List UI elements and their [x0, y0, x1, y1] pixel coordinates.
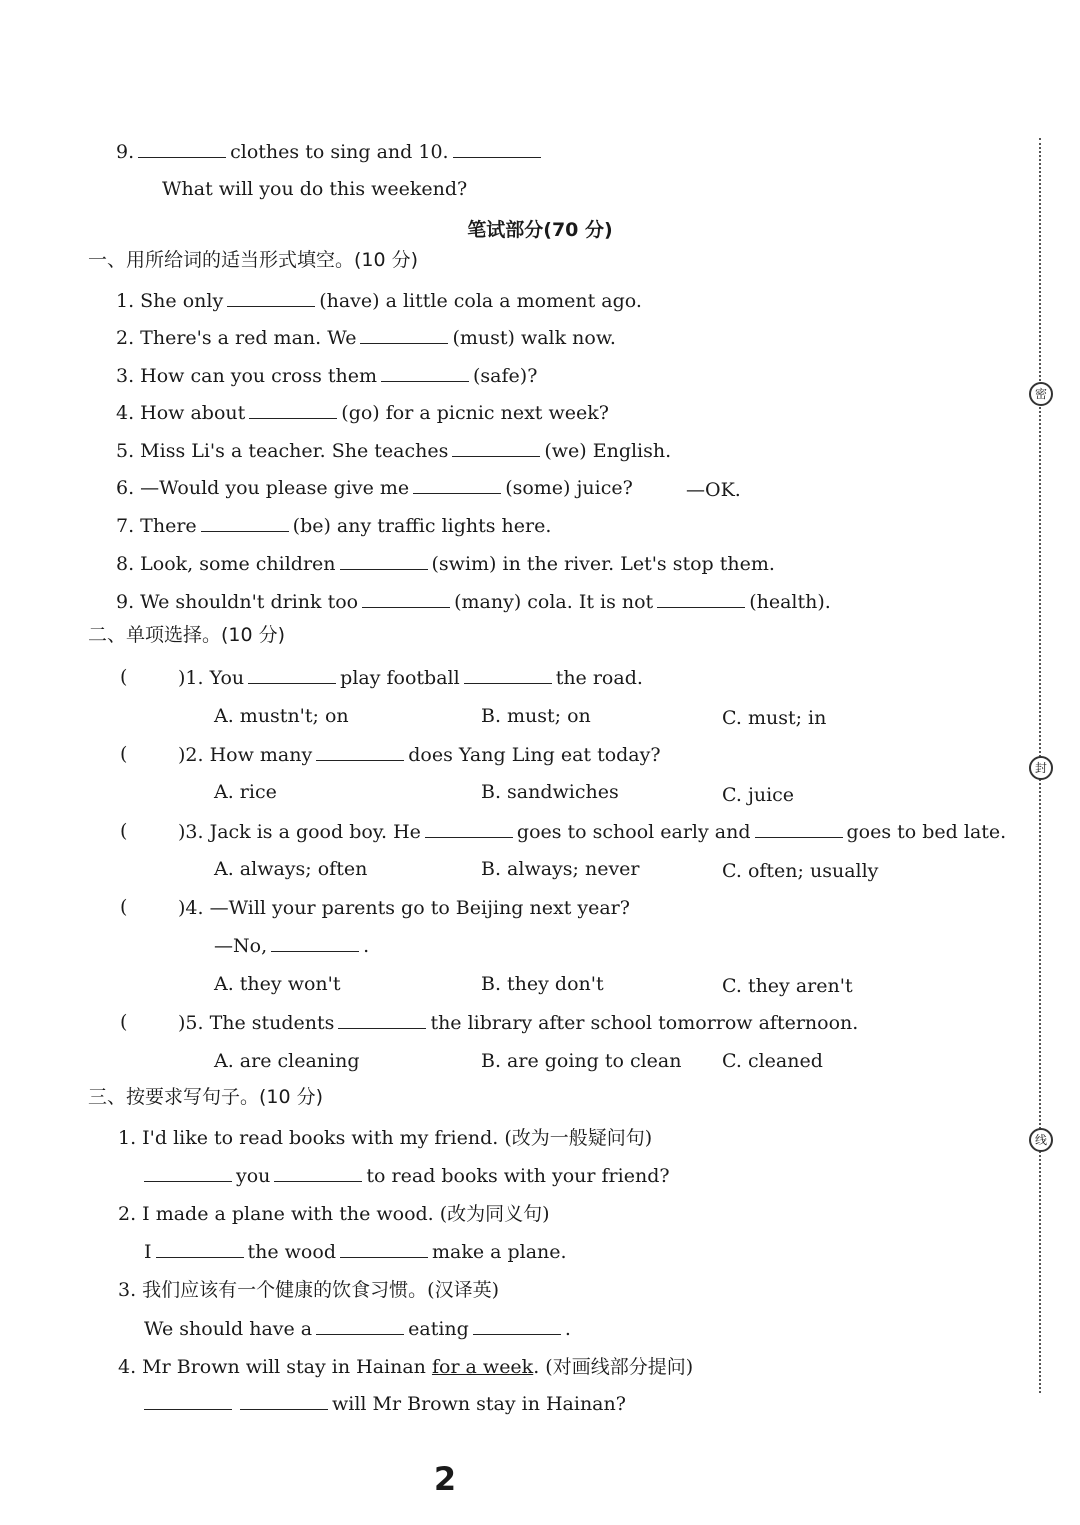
answer-blank[interactable] [144, 1408, 232, 1410]
s3-item-1-question: 1. I'd like to read books with my friend. (改为一般疑问句) [118, 1127, 653, 1149]
s3-item-3-question: 3. 我们应该有一个健康的饮食习惯。(汉译英) [118, 1279, 499, 1301]
s3-item-2-answer: I the wood make a plane. [144, 1241, 567, 1263]
option-a[interactable]: A. rice [214, 781, 277, 803]
option-b[interactable]: B. always; never [481, 858, 640, 880]
s2-question-4-reply: —No, . [214, 935, 370, 957]
s2-question-3: )3. Jack is a good boy. He goes to school early and goes to bed late. [178, 821, 1007, 843]
answer-blank[interactable] [274, 1180, 362, 1182]
answer-blank[interactable] [227, 305, 315, 307]
s1-item-7: 7. There (be) any traffic lights here. [116, 515, 552, 537]
seal-mark: 线 [1029, 1128, 1053, 1152]
answer-blank[interactable] [138, 156, 226, 158]
option-a[interactable]: A. mustn't; on [214, 705, 349, 727]
section2-title: 二、单项选择。(10 分) [88, 624, 286, 646]
s3-item-4-question: 4. Mr Brown will stay in Hainan for a week. (对画线部分提问) [118, 1356, 694, 1378]
option-c[interactable]: C. often; usually [722, 860, 879, 882]
s3-item-2-question: 2. I made a plane with the wood. (改为同义句) [118, 1203, 550, 1225]
listening-item-question: What will you do this weekend? [162, 178, 468, 200]
s1-item-9: 9. We shouldn't drink too (many) cola. It is not (health). [116, 591, 831, 613]
answer-paren[interactable]: ( [120, 666, 128, 688]
answer-blank[interactable] [473, 1333, 561, 1335]
seal-mark: 密 [1029, 382, 1053, 406]
answer-blank[interactable] [249, 417, 337, 419]
answer-blank [755, 836, 843, 838]
answer-blank[interactable] [340, 1256, 428, 1258]
s1-item-8: 8. Look, some children (swim) in the river. Let's stop them. [116, 553, 775, 575]
answer-blank[interactable] [144, 1180, 232, 1182]
option-c[interactable]: C. cleaned [722, 1050, 823, 1072]
option-b[interactable]: B. they don't [481, 973, 604, 995]
section3-title: 三、按要求写句子。(10 分) [88, 1086, 324, 1108]
answer-blank[interactable] [316, 1333, 404, 1335]
page-number: 2 [433, 1460, 457, 1498]
answer-blank[interactable] [201, 530, 289, 532]
s1-item-6: 6. —Would you please give me (some) juice? [116, 477, 633, 499]
s2-question-1: )1. You play football the road. [178, 667, 643, 689]
option-c[interactable]: C. must; in [722, 707, 827, 729]
s3-item-3-answer: We should have a eating . [144, 1318, 571, 1340]
answer-blank[interactable] [360, 342, 448, 344]
written-section-title: 笔试部分(70 分) [467, 219, 613, 241]
option-b[interactable]: B. sandwiches [481, 781, 619, 803]
answer-paren[interactable]: ( [120, 743, 128, 765]
seal-mark: 封 [1029, 756, 1053, 780]
answer-blank [316, 759, 404, 761]
s2-question-4: )4. —Will your parents go to Beijing next year? [178, 897, 630, 919]
s1-item-6-reply: —OK. [686, 479, 741, 501]
option-a[interactable]: A. always; often [214, 858, 368, 880]
s1-item-1: 1. She only (have) a little cola a moment ago. [116, 290, 642, 312]
s3-item-4-answer: will Mr Brown stay in Hainan? [140, 1392, 626, 1416]
answer-blank [271, 950, 359, 952]
answer-blank[interactable] [340, 568, 428, 570]
s3-item-1-answer: you to read books with your friend? [140, 1164, 670, 1188]
answer-blank [338, 1027, 426, 1029]
option-c[interactable]: C. they aren't [722, 975, 853, 997]
section1-title: 一、用所给词的适当形式填空。(10 分) [88, 249, 419, 271]
answer-blank[interactable] [657, 606, 745, 608]
option-b[interactable]: B. must; on [481, 705, 591, 727]
option-a[interactable]: A. they won't [214, 973, 341, 995]
answer-blank [425, 836, 513, 838]
answer-blank[interactable] [381, 380, 469, 382]
answer-paren[interactable]: ( [120, 1011, 128, 1033]
answer-paren[interactable]: ( [120, 820, 128, 842]
answer-blank[interactable] [156, 1256, 244, 1258]
s1-item-2: 2. There's a red man. We (must) walk now. [116, 327, 616, 349]
s1-item-5: 5. Miss Li's a teacher. She teaches (we) English. [116, 440, 672, 462]
s2-question-5: )5. The students the library after school tomorrow afternoon. [178, 1012, 859, 1034]
underlined-phrase: for a week [431, 1356, 534, 1378]
option-b[interactable]: B. are going to clean [481, 1050, 682, 1072]
answer-blank[interactable] [453, 156, 541, 158]
answer-blank [248, 682, 336, 684]
option-c[interactable]: C. juice [722, 784, 795, 806]
answer-blank[interactable] [452, 455, 540, 457]
s1-item-3: 3. How can you cross them (safe)? [116, 365, 538, 387]
answer-paren[interactable]: ( [120, 896, 128, 918]
s1-item-4: 4. How about (go) for a picnic next week? [116, 402, 609, 424]
answer-blank[interactable] [413, 492, 501, 494]
s2-question-2: )2. How many does Yang Ling eat today? [178, 744, 661, 766]
answer-blank[interactable] [362, 606, 450, 608]
option-a[interactable]: A. are cleaning [214, 1050, 360, 1072]
answer-blank[interactable] [240, 1408, 328, 1410]
answer-blank [464, 682, 552, 684]
listening-item-9: 9. clothes to sing and 10. [116, 140, 545, 164]
